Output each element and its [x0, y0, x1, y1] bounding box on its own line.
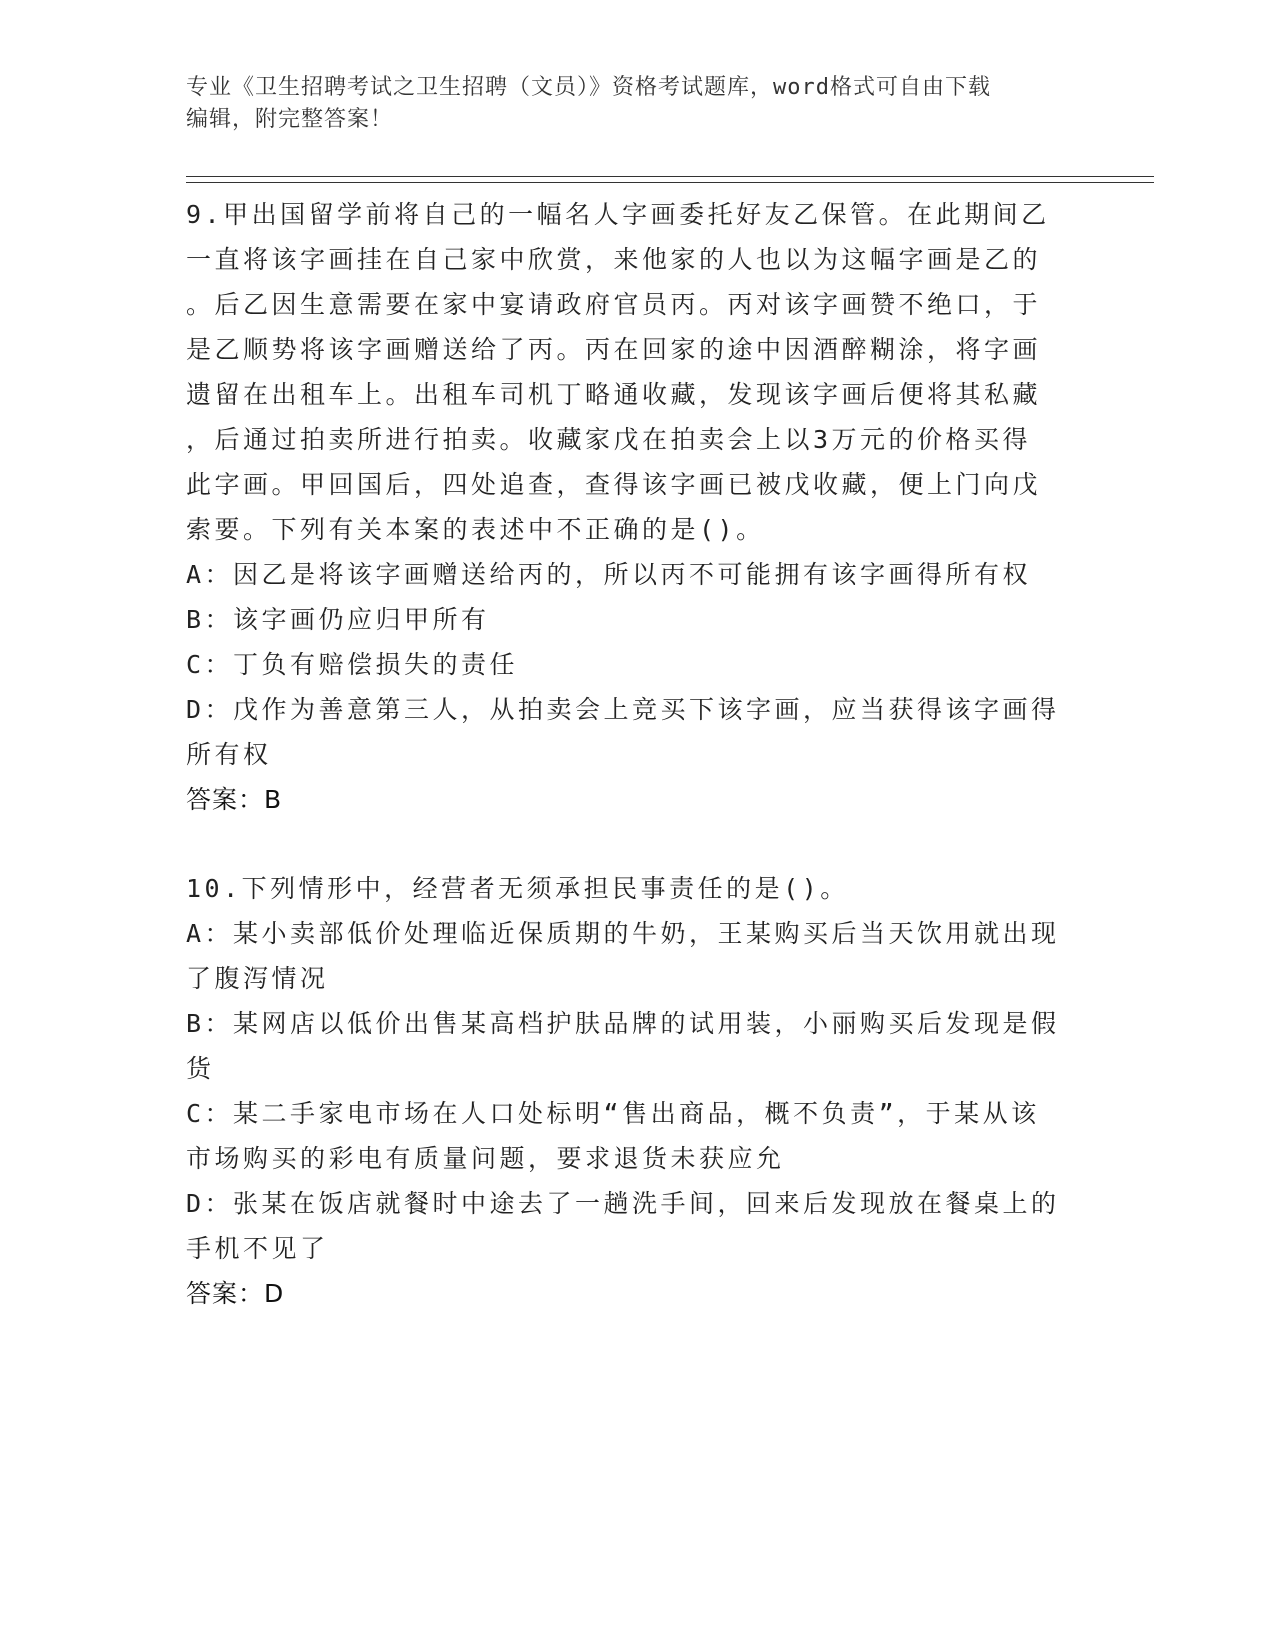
- header-line-2: 编辑，附完整答案！: [186, 107, 394, 132]
- question-9-option-a: A：因乙是将该字画赠送给丙的，所以丙不可能拥有该字画得所有权: [186, 560, 1032, 589]
- question-10-stem: 10.下列情形中，经营者无须承担民事责任的是()。: [186, 874, 849, 903]
- question-9-option-c: C：丁负有赔偿损失的责任: [186, 650, 519, 679]
- question-10-answer: 答案：D: [186, 1279, 285, 1308]
- question-9-stem-line: 是乙顺势将该字画赠送给了丙。丙在回家的途中因酒醉糊涂，将字画: [186, 335, 1042, 364]
- question-10-option-c: C：某二手家电市场在人口处标明“售出商品，概不负责”，于某从该: [186, 1099, 1040, 1128]
- question-9-stem-line: 遗留在出租车上。出租车司机丁略通收藏，发现该字画后便将其私藏: [186, 380, 1042, 409]
- header-divider-bottom: [186, 182, 1154, 183]
- question-spacer: [186, 822, 1086, 866]
- question-9-option-d-cont: 所有权: [186, 740, 272, 769]
- question-9-answer: 答案：B: [186, 785, 283, 814]
- question-10-option-c-cont: 市场购买的彩电有质量问题，要求退货未获应允: [186, 1144, 785, 1173]
- question-10: [186, 866, 1086, 1316]
- question-9-stem-line: 一直将该字画挂在自己家中欣赏，来他家的人也以为这幅字画是乙的: [186, 245, 1042, 274]
- question-9-option-d: D：戊作为善意第三人，从拍卖会上竞买下该字画，应当获得该字画得: [186, 695, 1060, 724]
- question-10-option-a-cont: 了腹泻情况: [186, 964, 329, 993]
- header-line-1: 专业《卫生招聘考试之卫生招聘（文员）》资格考试题库，word格式可自由下载: [186, 75, 991, 100]
- question-9-stem-line: 。后乙因生意需要在家中宴请政府官员丙。丙对该字画赞不绝口，于: [186, 290, 1042, 319]
- question-10-option-d: D：张某在饭店就餐时中途去了一趟洗手间，回来后发现放在餐桌上的: [186, 1189, 1060, 1218]
- question-10-option-b: B：某网店以低价出售某高档护肤品牌的试用装，小丽购买后发现是假: [186, 1009, 1060, 1038]
- question-9-stem-line: 索要。下列有关本案的表述中不正确的是()。: [186, 515, 765, 544]
- document-header: [186, 72, 1066, 136]
- question-9: [186, 192, 1086, 822]
- question-10-option-d-cont: 手机不见了: [186, 1234, 329, 1263]
- question-list: [186, 192, 1086, 1316]
- question-10-option-a: A：某小卖部低价处理临近保质期的牛奶，王某购买后当天饮用就出现: [186, 919, 1060, 948]
- question-10-option-b-cont: 货: [186, 1054, 215, 1083]
- question-9-stem-line: ，后通过拍卖所进行拍卖。收藏家戊在拍卖会上以3万元的价格买得: [186, 425, 1032, 454]
- question-9-option-b: B：该字画仍应归甲所有: [186, 605, 490, 634]
- header-divider-top: [186, 176, 1154, 177]
- question-9-stem-line: 9.甲出国留学前将自己的一幅名人字画委托好友乙保管。在此期间乙: [186, 200, 1050, 229]
- question-9-stem-line: 此字画。甲回国后，四处追查，查得该字画已被戊收藏，便上门向戊: [186, 470, 1042, 499]
